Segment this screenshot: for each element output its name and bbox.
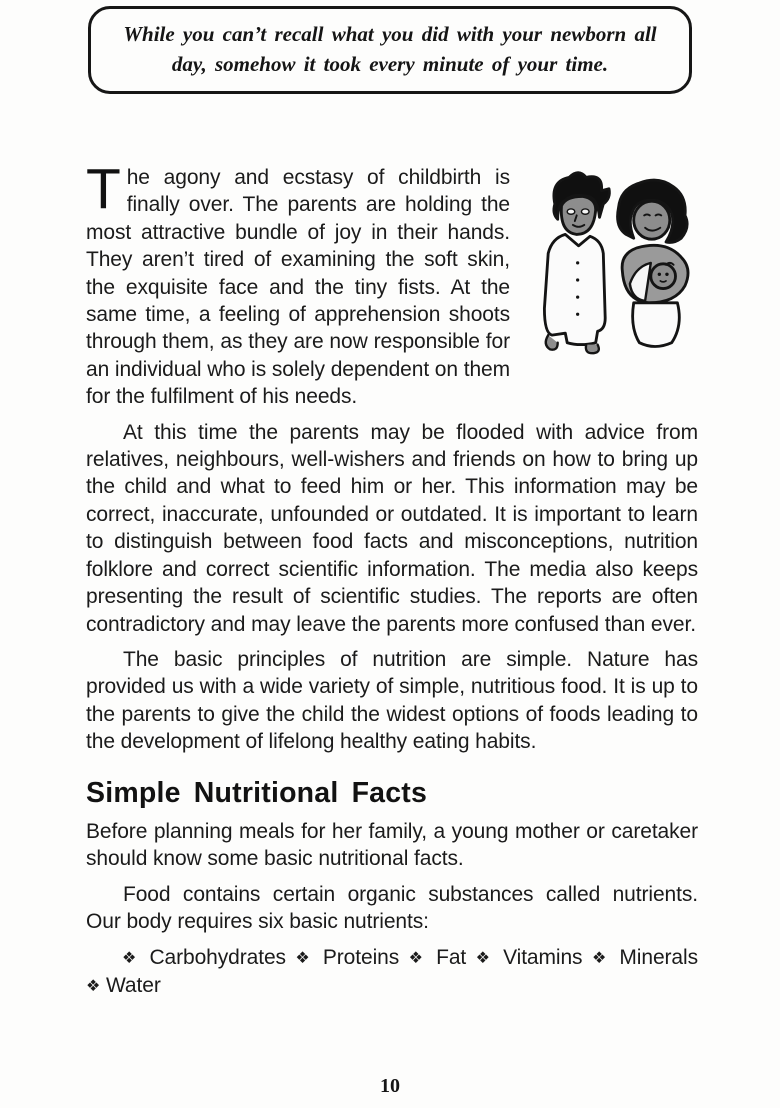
- diamond-bullet-icon: ❖: [408, 947, 427, 967]
- section-lead-paragraph: Before planning meals for her family, a young mother or caretaker should know some basic nutritional facts.: [86, 819, 698, 871]
- intro-text: he agony and ecstasy of childbirth is finally over. The parents are holding the most attractive bundle of joy in their hands. They aren’t tired of examining the soft skin, the exquisite face and the tiny fists. At the same time, a feeling of apprehension shoots through them, as they are now responsible for an individual who is solely dependent on them for the fulfilment of his needs.: [86, 166, 510, 409]
- father-hand: [586, 345, 599, 354]
- nutrient-item: ❖ Proteins: [295, 945, 400, 969]
- nutrient-item: ❖ Vitamins: [475, 945, 583, 969]
- father-face: [561, 196, 595, 234]
- dropcap-letter: T: [86, 157, 121, 221]
- diamond-bullet-icon: ❖: [295, 947, 314, 967]
- parents-with-newborn-drawing: [520, 166, 698, 356]
- diamond-bullet-icon: ❖: [475, 947, 494, 967]
- nutrients-line: [86, 944, 698, 1001]
- diamond-bullet-icon: ❖: [86, 975, 101, 995]
- body-paragraph: At this time the parents may be flooded with advice from relatives, neighbours, well-wishers and friends on how to bring up the child and what to feed him or her. This information may be correct, inaccurate, unfounded or outdated. It is important to learn to distinguish between food facts and misconceptions, nutrition folklore and correct scientific information. The media also keeps presenting the result of scientific studies. The reports are often contradictory and may leave the parents more confused than ever.: [86, 420, 698, 636]
- mother-face: [634, 201, 670, 239]
- quote-box: [88, 6, 692, 94]
- nutrient-item: ❖ Fat: [408, 945, 467, 969]
- diamond-bullet-icon: ❖: [591, 947, 610, 967]
- father-shirt: [544, 234, 605, 344]
- nutrient-item: ❖ Water: [86, 973, 161, 997]
- parents-with-newborn-illustration: [520, 166, 698, 356]
- intro-paragraph: [86, 157, 698, 411]
- father-hand: [546, 335, 558, 350]
- father-eye: [581, 209, 589, 214]
- section-heading: Simple Nutritional Facts: [86, 776, 428, 809]
- nutrient-item: ❖ Carbohydrates: [122, 945, 286, 969]
- section-body-paragraph: Food contains certain organic substances called nutrients. Our body requires six basic nutrients:: [86, 882, 698, 934]
- nutrient-item: ❖ Minerals: [591, 945, 698, 969]
- page-number: 10: [380, 1075, 400, 1097]
- quote-text: While you can’t recall what you did with your newborn all day, somehow it took every minute of your time.: [123, 22, 657, 76]
- father-eye: [567, 209, 575, 214]
- page-content: [86, 157, 698, 1008]
- diamond-bullet-icon: ❖: [122, 947, 140, 967]
- body-paragraph: The basic principles of nutrition are simple. Nature has provided us with a wide variety of simple, nutritious food. It is up to the parents to give the child the widest options of foods leading to the development of lifelong healthy eating habits.: [86, 647, 698, 754]
- baby-head: [651, 264, 676, 289]
- mother-skirt: [633, 303, 680, 347]
